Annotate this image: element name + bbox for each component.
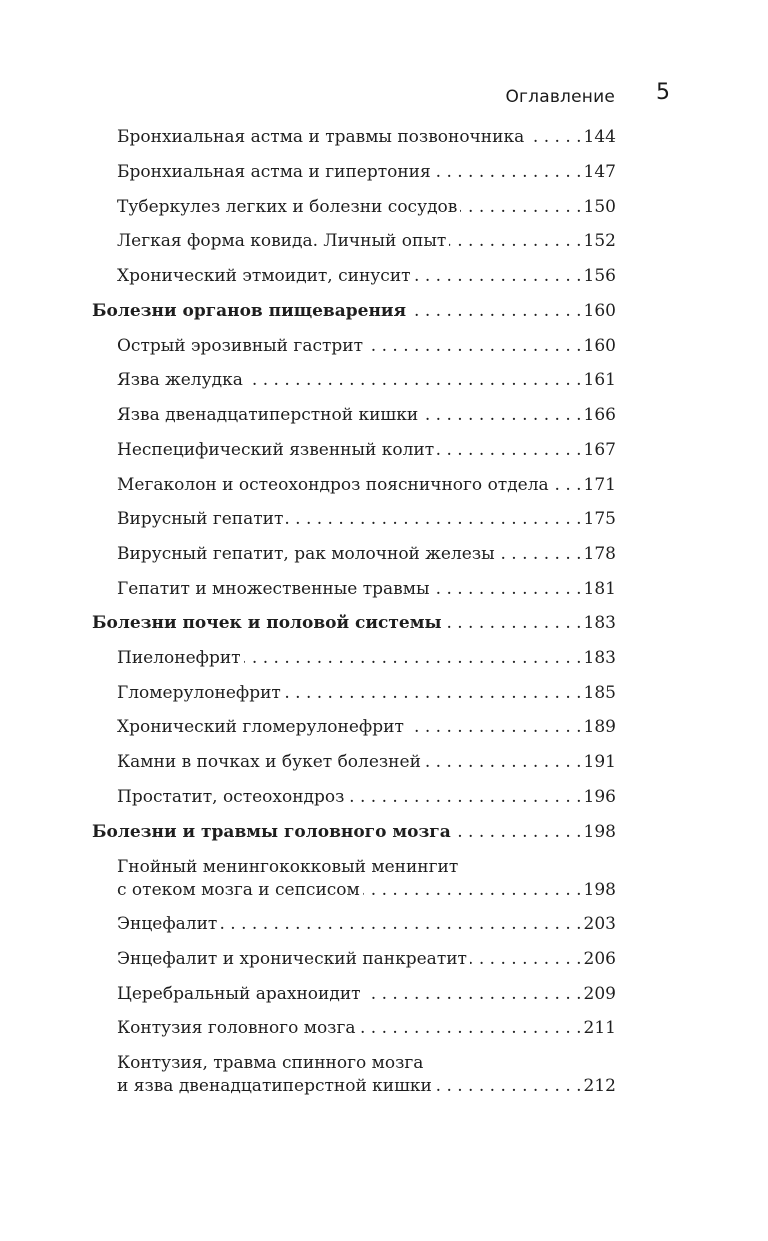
toc-page-number: 183 [583, 613, 616, 633]
toc-leader-dots [434, 160, 582, 184]
toc-page-number: 160 [583, 301, 616, 321]
toc-entry-title: Простатит, остеохондроз [117, 787, 345, 807]
toc-entry-title: Хронический этмоидит, синусит [117, 266, 411, 286]
toc-entry-title: Мегаколон и остеохондроз поясничного отдела [117, 475, 549, 495]
toc-page-number: 212 [583, 1076, 616, 1096]
toc-page-number: 211 [583, 1018, 616, 1038]
toc-page-number: 178 [583, 544, 616, 564]
toc-page-number: 167 [583, 440, 616, 460]
toc-page-number: 144 [583, 127, 616, 147]
toc-entry-title: Бронхиальная астма и травмы позвоночника [117, 127, 525, 147]
toc-entry-title: Язва желудка [117, 370, 243, 390]
toc-page-number: 156 [583, 266, 616, 286]
toc-leader-dots [498, 542, 582, 566]
toc-leader-dots [470, 947, 582, 971]
toc-page-number: 198 [583, 880, 616, 900]
toc-page-number: 191 [583, 752, 616, 772]
toc-entry-title: Гломерулонефрит [117, 683, 281, 703]
toc-page-number: 198 [583, 822, 616, 842]
toc-page-number: 189 [583, 717, 616, 737]
toc-page-number: 203 [583, 914, 616, 934]
toc-entry-title: с отеком мозга и сепсисом [117, 880, 360, 900]
toc-leader-dots [246, 368, 582, 392]
toc-entry-title: Церебральный арахноидит [117, 984, 361, 1004]
toc-entry-title: Бронхиальная астма и гипертония [117, 162, 431, 182]
running-header-title: Оглавление [505, 87, 615, 107]
toc-leader-dots [421, 403, 581, 427]
toc-leader-dots [437, 438, 581, 462]
toc-leader-dots [409, 299, 581, 323]
toc-page-number: 160 [583, 336, 616, 356]
toc-leader-dots [414, 264, 582, 288]
toc-page-number: 183 [583, 648, 616, 668]
toc-entry-title: Легкая форма ковида. Личный опыт [117, 231, 447, 251]
toc-entry-title: Контузия головного мозга [117, 1018, 356, 1038]
toc-leader-dots [364, 982, 582, 1006]
toc-section-title: Болезни почек и половой системы [92, 613, 442, 633]
toc-leader-dots [363, 878, 582, 902]
toc-entry-title: Вирусный гепатит, рак молочной железы [117, 544, 495, 564]
toc-leader-dots [347, 785, 581, 809]
toc-entry-title: и язва двенадцатиперстной кишки [117, 1076, 432, 1096]
toc-entry-title: Гепатит и множественные травмы [117, 579, 430, 599]
toc-page-number: 209 [583, 984, 616, 1004]
toc-page-number: 175 [583, 509, 616, 529]
toc-leader-dots [445, 611, 582, 635]
toc-leader-dots [424, 750, 582, 774]
toc-entry-title: Туберкулез легких и болезни сосудов [117, 197, 458, 217]
toc-entry-title: Пиелонефрит [117, 648, 241, 668]
toc-section-title: Болезни и травмы головного мозга [92, 822, 451, 842]
toc-entry-title: Острый эрозивный гастрит [117, 336, 364, 356]
toc-leader-dots [449, 229, 581, 253]
toc-page-number: 196 [583, 787, 616, 807]
toc-page-number: 152 [583, 231, 616, 251]
toc-leader-dots [552, 473, 582, 497]
toc-leader-dots [407, 715, 582, 739]
toc-leader-dots [435, 1074, 582, 1098]
toc-page-number: 185 [583, 683, 616, 703]
toc-leader-dots [284, 681, 582, 705]
toc-page-number: 147 [583, 162, 616, 182]
toc-entry-title: Неспецифический язвенный колит [117, 440, 435, 460]
toc-entry-title: Вирусный гепатит [117, 509, 284, 529]
running-header [0, 78, 768, 118]
toc-page-number: 181 [583, 579, 616, 599]
toc-leader-dots [433, 577, 582, 601]
toc-entry-title: Камни в почках и букет болезней [117, 752, 421, 772]
toc-page-number: 166 [583, 405, 616, 425]
toc-leader-dots [244, 646, 582, 670]
toc-leader-dots [454, 820, 582, 844]
toc-entry-title: Энцефалит и хронический панкреатит [117, 949, 467, 969]
toc-entry-title-line1: Гнойный менингококковый менингит [117, 857, 459, 877]
toc-leader-dots [460, 195, 581, 219]
toc-entry-title: Энцефалит [117, 914, 218, 934]
toc-page-number: 206 [583, 949, 616, 969]
toc-leader-dots [366, 334, 582, 358]
toc-leader-dots [527, 125, 581, 149]
toc-page-number: 150 [583, 197, 616, 217]
toc-page-number: 171 [583, 475, 616, 495]
toc-section-title: Болезни органов пищеварения [92, 301, 407, 321]
toc-entry-title-line1: Контузия, травма спинного мозга [117, 1053, 424, 1073]
toc-leader-dots [220, 912, 581, 936]
toc-page-number: 161 [583, 370, 616, 390]
toc-entry-title: Хронический гломерулонефрит [117, 717, 404, 737]
toc-entry-title: Язва двенадцатиперстной кишки [117, 405, 419, 425]
page-number: 5 [656, 80, 670, 105]
toc-leader-dots [286, 507, 581, 531]
toc-leader-dots [359, 1016, 582, 1040]
